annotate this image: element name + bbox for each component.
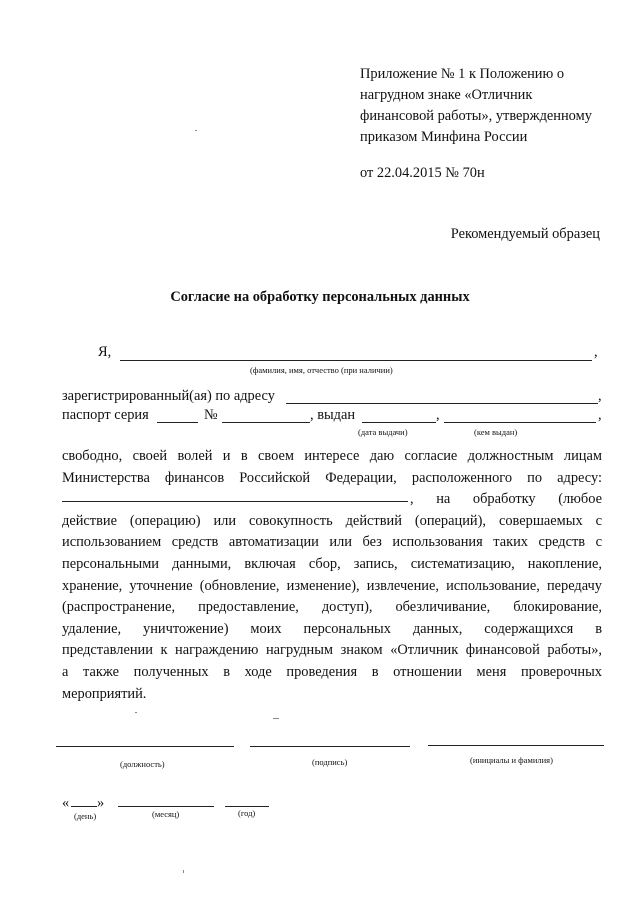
paragraph-line: (распространение, предоставление, доступ), обезличивание, блокирование,	[62, 599, 602, 616]
appendix-date: от 22.04.2015 № 70н	[360, 165, 485, 181]
consent-paragraph	[62, 446, 602, 705]
month-hint: (месяц)	[152, 809, 180, 819]
comma: ,	[598, 388, 602, 404]
day-hint: (день)	[74, 811, 97, 821]
passport-series-label: паспорт серия	[62, 407, 149, 423]
close-quote: »	[97, 795, 105, 811]
passport-number-field[interactable]	[222, 422, 310, 423]
issued-by-hint: (кем выдан)	[474, 427, 518, 437]
initials-hint: (инициалы и фамилия)	[470, 755, 553, 765]
document-title: Согласие на обработку персональных данных	[170, 289, 470, 305]
year-field[interactable]	[225, 806, 269, 807]
paragraph-line	[62, 489, 602, 511]
scan-speck	[273, 718, 279, 719]
position-hint: (должность)	[120, 759, 165, 769]
paragraph-line: действие (операцию) или совокупность действий (операций), совершаемых с	[62, 512, 602, 529]
scan-speck	[183, 870, 184, 873]
appendix-line: приказом Минфина России	[360, 129, 528, 145]
paragraph-line: представлении к награждению нагрудным знаком «Отличник финансовой работы»,	[62, 642, 602, 659]
issued-by-field[interactable]	[444, 422, 596, 423]
issue-date-hint: (дата выдачи)	[358, 427, 408, 437]
month-field[interactable]	[118, 806, 214, 807]
paragraph-line: использованием средств автоматизации или без использования таких средств с	[62, 534, 602, 551]
comma: ,	[594, 344, 598, 360]
issue-date-field[interactable]	[362, 422, 436, 423]
paragraph-line: удаление, уничтожение) моих персональных данных, содержащихся в	[62, 620, 602, 637]
scan-speck	[195, 130, 197, 131]
signature-field[interactable]	[250, 746, 410, 747]
fio-field[interactable]	[120, 360, 592, 361]
appendix-line: Приложение № 1 к Положению о	[360, 66, 565, 82]
appendix-header	[360, 64, 592, 148]
paragraph-line: мероприятий.	[62, 685, 147, 702]
paragraph-line: свободно, своей волей и в своем интересе даю согласие должностным лицам	[62, 448, 602, 464]
paragraph-line: персональными данными, включая сбор, запись, систематизацию, накопление,	[62, 555, 602, 572]
year-hint: (год)	[238, 808, 256, 818]
appendix-line: финансовой работы», утвержденному	[360, 108, 592, 124]
paragraph-line: а также полученных в ходе проведения в отношении меня проверочных	[62, 663, 602, 680]
day-field[interactable]	[71, 806, 97, 807]
address-field[interactable]	[286, 403, 598, 404]
paragraph-line-tail: , на обработку (любое	[410, 491, 602, 508]
scan-speck	[135, 712, 137, 713]
signature-hint: (подпись)	[312, 757, 348, 767]
ministry-address-field[interactable]	[62, 489, 408, 502]
passport-series-field[interactable]	[157, 422, 198, 423]
registered-label: зарегистрированный(ая) по адресу	[62, 388, 275, 404]
open-quote: «	[62, 795, 70, 811]
passport-number-label: №	[204, 407, 218, 423]
initials-field[interactable]	[428, 745, 604, 746]
paragraph-line: хранение, уточнение (обновление, изменение), извлечение, использование, передачу	[62, 577, 602, 594]
paragraph-line: Министерства финансов Российской Федерации, расположенного по адресу:	[62, 469, 602, 486]
position-field[interactable]	[56, 746, 234, 747]
recommended-sample-label: Рекомендуемый образец	[450, 226, 600, 242]
ya-label: Я,	[98, 344, 112, 360]
appendix-line: нагрудном знаке «Отличник	[360, 87, 533, 103]
comma: ,	[436, 407, 440, 423]
issued-label: , выдан	[310, 407, 356, 423]
fio-hint: (фамилия, имя, отчество (при наличии)	[250, 365, 393, 375]
comma: ,	[598, 407, 602, 423]
